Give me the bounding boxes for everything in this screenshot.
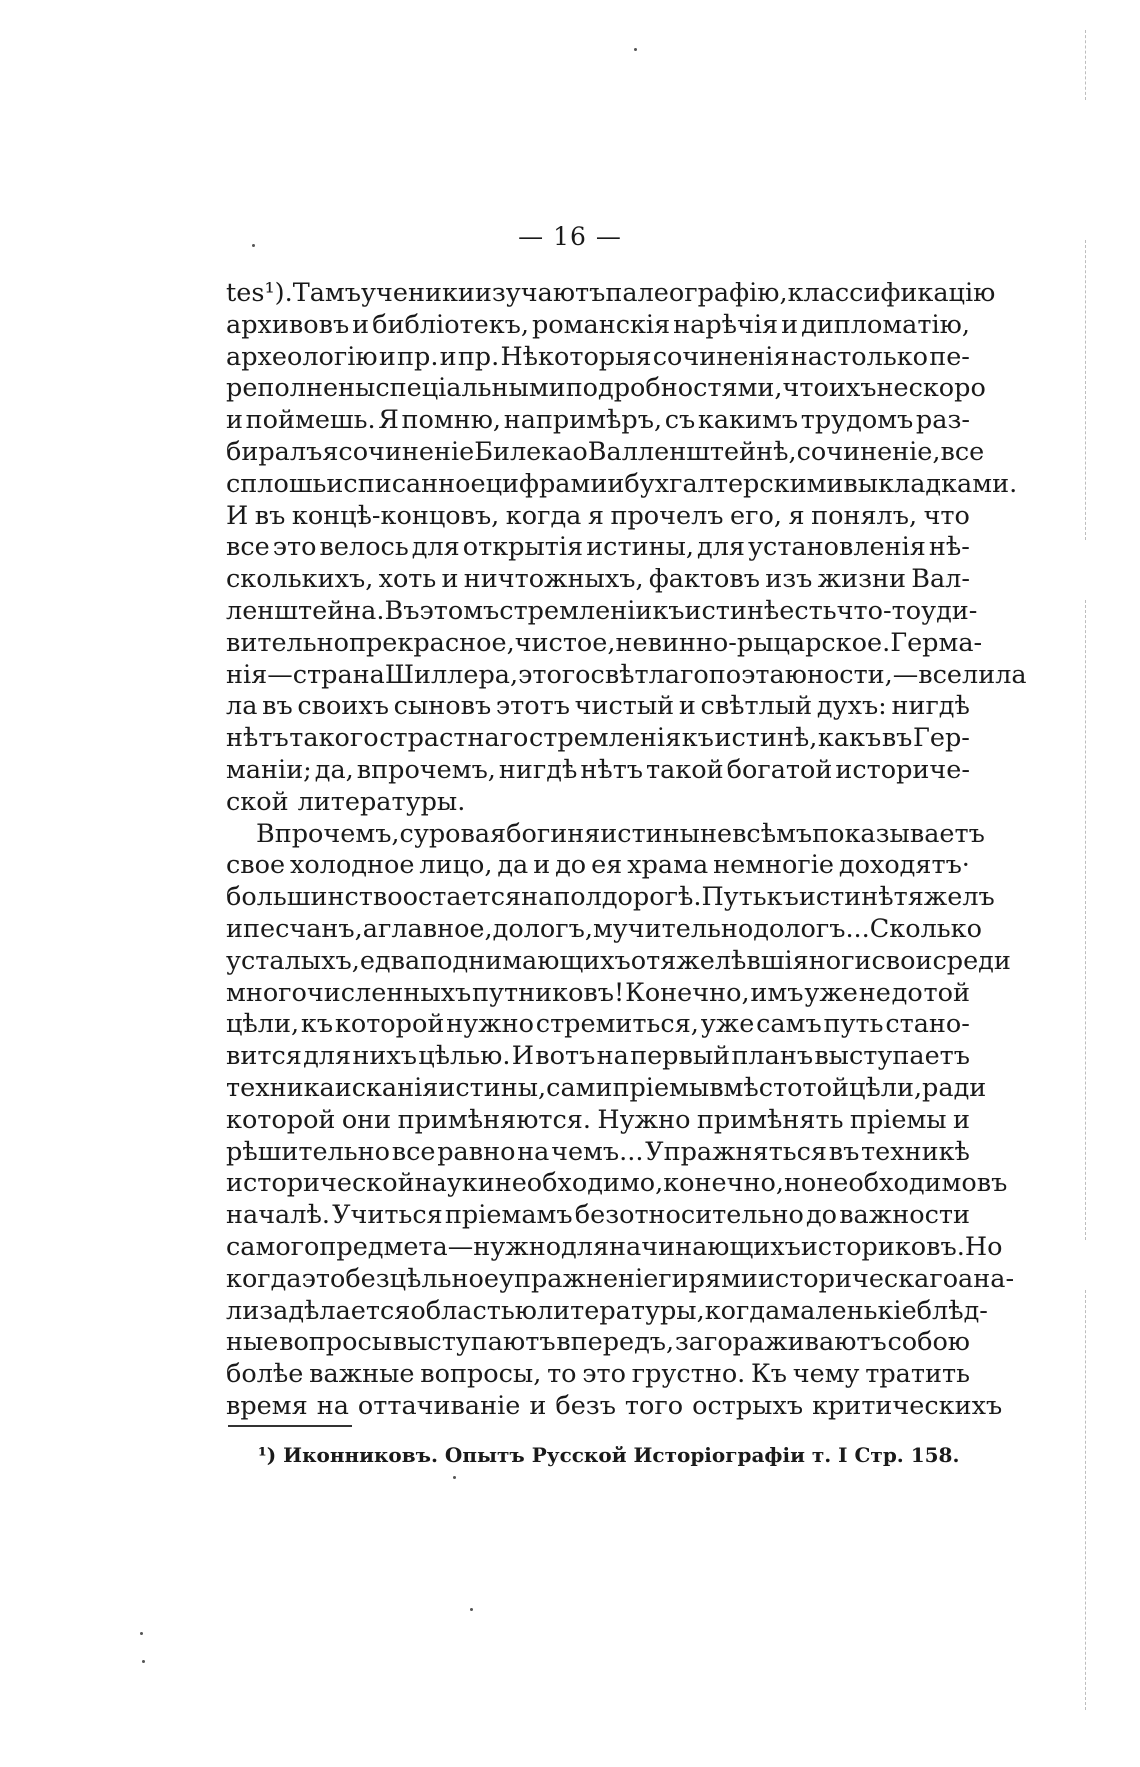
text-line: которой они примѣняются. Нужно примѣнять пріемы и [226,1104,970,1135]
margin-scan-mark [1085,240,1086,540]
text-line: время на оттачиваніе и безъ того острыхъ критическихъ [226,1390,1003,1421]
text-line: техника исканія истины, сами пріемы вмѣсто той цѣли, ради [226,1072,987,1103]
text-line: ской литературы. [226,786,466,817]
footnote-separator [228,1425,352,1427]
footnote: ¹) Иконниковъ. Опытъ Русской Исторіографіи т. I Стр. 158. [258,1443,960,1467]
text-line: лиза дѣлается областью литературы, когда маленькіе блѣд- [226,1295,988,1326]
text-line: И въ концѣ-концовъ, когда я прочелъ его, я понялъ, что [226,500,970,531]
text-line: цѣли, къ которой нужно стремиться, уже самъ путь стано- [226,1009,970,1040]
text-line: большинство остается на полдорогѣ. Путь къ истинѣ тяжелъ [226,882,995,913]
scan-speck [634,48,637,51]
margin-scan-mark [1085,30,1086,100]
text-line: нѣтъ такого страстнаго стремленія къ истинѣ, какъ въ Гер- [226,723,970,754]
text-line: многочисленныхъ путниковъ! Конечно, имъ уже не до той [226,977,970,1008]
text-line: ленштейна. Въ этомъ стремленіи къ истинѣ есть что-то уди- [226,595,978,626]
text-line: археологію и пр. и пр. Нѣкоторыя сочиненія настолько пе- [226,341,970,372]
text-line: маніи; да, впрочемъ, нигдѣ нѣтъ такой богатой историче- [226,754,970,785]
text-line: вится для нихъ цѣлью. И вотъ на первый планъ выступаетъ [226,1041,970,1072]
text-line: tes ¹). Тамъ ученики изучаютъ палеографію, классификацію [226,278,996,308]
paragraph [226,278,1027,819]
margin-scan-mark [1085,600,1086,1240]
text-line: биралъ я сочиненіе Билека о Валленштейнѣ, сочиненіе, все [226,436,985,467]
text-line: исторической науки необходимо, конечно, но необходимо въ [226,1168,1008,1199]
page-number: — 16 — [518,222,622,251]
body-text [226,278,1027,1423]
text-line: и песчанъ, а главное, дологъ, мучительно дологъ... Сколько [226,913,982,944]
text-line: когда это безцѣльное упражненіе гирями историческаго ана- [226,1263,1015,1294]
text-line: свое холодное лицо, да и до ея храма немногіе доходятъ· [226,850,970,881]
scan-speck [453,1476,456,1479]
scan-speck [470,1608,473,1611]
text-line: сколькихъ, хоть и ничтожныхъ, фактовъ изъ жизни Вал- [226,564,970,595]
text-line: реполнены спеціальными подробностями, что ихъ не скоро [226,373,986,404]
text-line: началѣ. Учиться пріемамъ безотносительно до важности [226,1200,970,1231]
text-line: архивовъ и библіотекъ, романскія нарѣчія и дипломатію, [226,309,970,340]
text-line: и поймешь. Я помню, напримѣръ, съ какимъ трудомъ раз- [226,405,970,436]
text-line: самого предмета—нужно для начинающихъ историковъ. Но [226,1231,1003,1262]
text-line: вительно прекрасное, чистое, невинно-рыцарское. Герма- [226,627,983,658]
text-line: ла въ своихъ сыновъ этотъ чистый и свѣтлый духъ: нигдѣ [226,691,970,722]
margin-scan-mark [1085,1290,1086,1710]
text-line: рѣшительно все равно на чемъ... Упражняться въ техникѣ [226,1136,970,1167]
text-line: нія—страна Шиллера, этого свѣтлаго поэта юности,—вселила [226,659,1027,690]
text-line: усталыхъ, едва поднимающихъ отяжелѣвшія ноги свои среди [226,945,1011,976]
text-line: сплошь исписанное цифрами и бухгалтерскими выкладками. [226,468,1018,499]
text-line: ные вопросы выступаютъ впередъ, загораживаютъ собою [226,1327,970,1358]
text-line: Впрочемъ, суровая богиня истины не всѣмъ показываетъ [256,818,985,849]
text-line: все это велось для открытія истины, для установленія нѣ- [226,532,970,563]
text-line: болѣе важные вопросы, то это грустно. Къ чему тратить [226,1359,970,1390]
scan-speck [140,1632,143,1635]
scan-speck [142,1660,145,1663]
paragraph [226,818,1015,1423]
